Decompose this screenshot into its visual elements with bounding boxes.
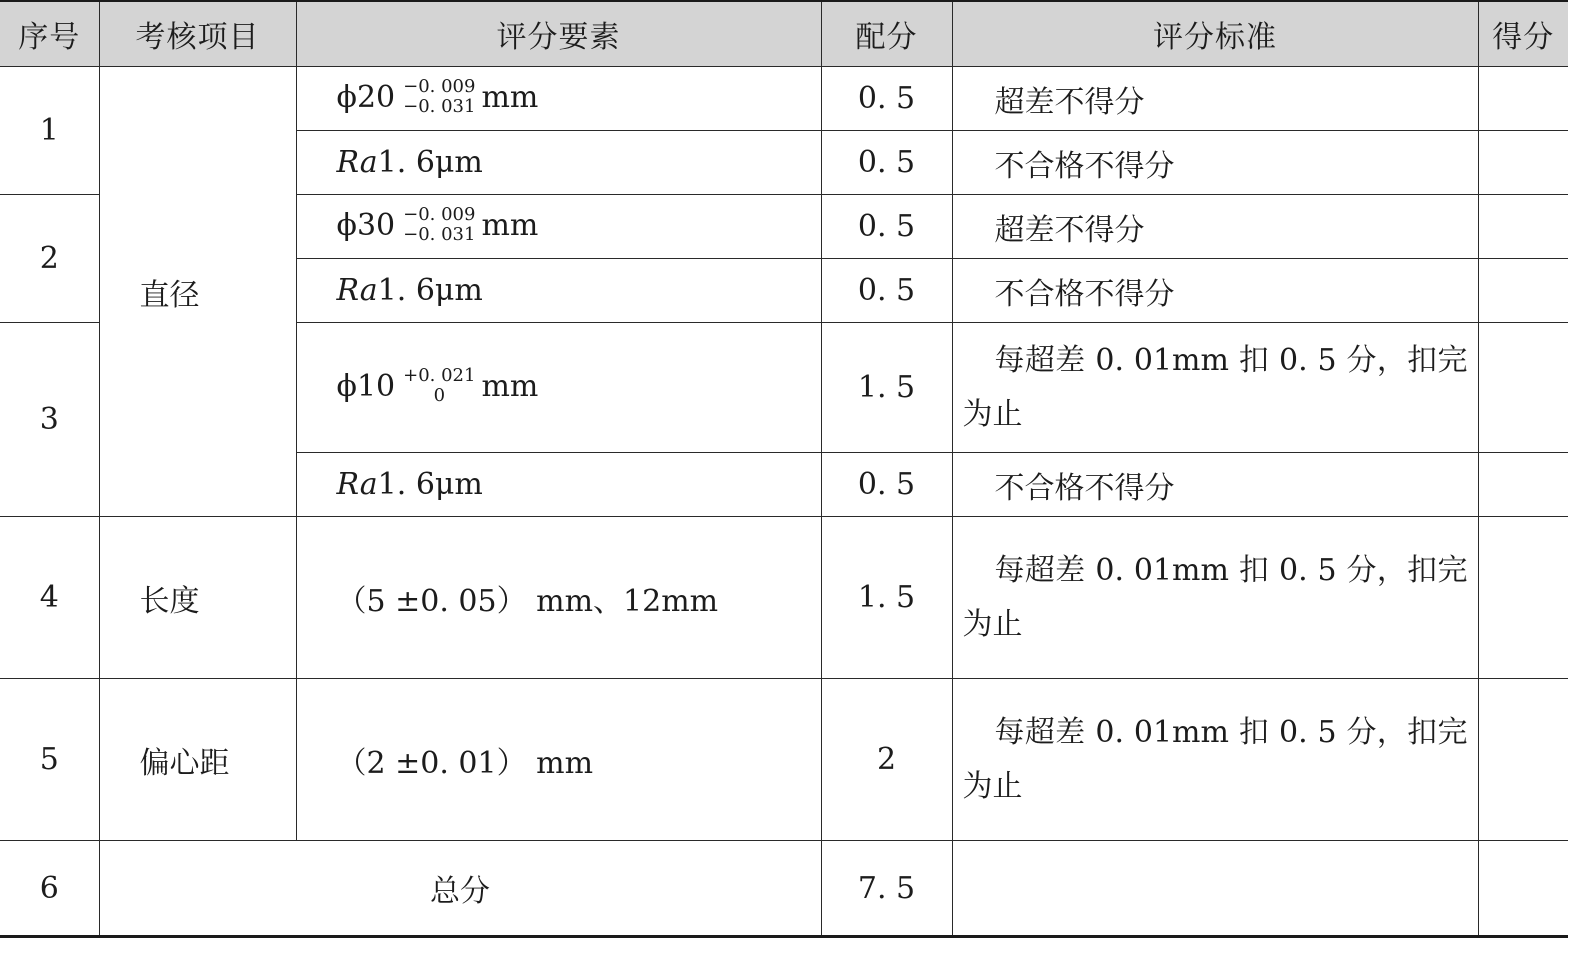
roughness-value: 1. 6μm	[377, 145, 483, 180]
roughness-symbol: Ra	[336, 273, 378, 308]
criteria-cell: 不合格不得分	[952, 259, 1478, 323]
score-cell[interactable]	[1478, 259, 1568, 323]
points-cell: 0. 5	[821, 259, 952, 323]
element-cell	[296, 131, 821, 195]
element-cell: （5 ±0. 05） mm、12mm	[296, 517, 821, 679]
criteria-cell	[952, 841, 1478, 937]
score-cell[interactable]	[1478, 517, 1568, 679]
roughness-value: 1. 6μm	[377, 273, 483, 308]
tolerance-stack	[403, 77, 475, 117]
header-no: 序号	[0, 1, 99, 67]
criteria-cell: 超差不得分	[952, 195, 1478, 259]
element-cell	[296, 195, 821, 259]
element-unit: mm	[481, 79, 539, 115]
row-number: 4	[0, 517, 99, 679]
score-cell[interactable]	[1478, 679, 1568, 841]
item-eccentricity: 偏心距	[99, 679, 296, 841]
score-cell[interactable]	[1478, 841, 1568, 937]
header-score: 得分	[1478, 1, 1568, 67]
score-cell[interactable]	[1478, 323, 1568, 453]
element-cell	[296, 67, 821, 131]
element-cell	[296, 453, 821, 517]
header-points: 配分	[821, 1, 952, 67]
total-label: 总分	[99, 841, 821, 937]
criteria-cell: 不合格不得分	[952, 131, 1478, 195]
header-item: 考核项目	[99, 1, 296, 67]
table-row	[0, 517, 1568, 679]
tolerance-stack	[403, 205, 475, 245]
row-number: 5	[0, 679, 99, 841]
points-cell: 0. 5	[821, 453, 952, 517]
criteria-cell: 每超差 0. 01mm 扣 0. 5 分，扣完为止	[952, 323, 1478, 453]
header-criteria: 评分标准	[952, 1, 1478, 67]
row-number: 3	[0, 323, 99, 517]
tolerance-upper: −0. 009	[403, 203, 476, 225]
tolerance-stack	[403, 366, 475, 406]
points-cell: 0. 5	[821, 131, 952, 195]
tolerance-upper: −0. 009	[403, 75, 476, 97]
row-number: 2	[0, 195, 99, 323]
points-cell: 0. 5	[821, 195, 952, 259]
tolerance-upper: +0. 021	[403, 364, 476, 386]
element-prefix: ϕ10	[336, 368, 396, 404]
header-row	[0, 1, 1568, 67]
score-cell[interactable]	[1478, 195, 1568, 259]
points-cell: 2	[821, 679, 952, 841]
element-unit: mm	[481, 207, 539, 243]
tolerance-lower: −0. 031	[403, 95, 476, 117]
roughness-symbol: Ra	[336, 467, 378, 502]
total-points: 7. 5	[821, 841, 952, 937]
element-prefix: ϕ30	[336, 207, 396, 243]
total-row	[0, 841, 1568, 937]
criteria-cell: 每超差 0. 01mm 扣 0. 5 分，扣完为止	[952, 517, 1478, 679]
tolerance-lower: −0. 031	[403, 223, 476, 245]
criteria-cell: 不合格不得分	[952, 453, 1478, 517]
score-cell[interactable]	[1478, 453, 1568, 517]
element-cell	[296, 323, 821, 453]
tolerance-lower: 0	[433, 384, 446, 406]
score-cell[interactable]	[1478, 67, 1568, 131]
item-diameter: 直径	[99, 67, 296, 517]
element-cell	[296, 259, 821, 323]
element-cell: （2 ±0. 01） mm	[296, 679, 821, 841]
roughness-value: 1. 6μm	[377, 467, 483, 502]
row-number: 6	[0, 841, 99, 937]
table-row	[0, 679, 1568, 841]
points-cell: 1. 5	[821, 323, 952, 453]
element-unit: mm	[481, 368, 539, 404]
row-number: 1	[0, 67, 99, 195]
score-cell[interactable]	[1478, 131, 1568, 195]
criteria-cell: 超差不得分	[952, 67, 1478, 131]
points-cell: 0. 5	[821, 67, 952, 131]
roughness-symbol: Ra	[336, 145, 378, 180]
item-length: 长度	[99, 517, 296, 679]
points-cell: 1. 5	[821, 517, 952, 679]
header-element: 评分要素	[296, 1, 821, 67]
element-prefix: ϕ20	[336, 79, 396, 115]
table-row	[0, 67, 1568, 131]
criteria-cell: 每超差 0. 01mm 扣 0. 5 分，扣完为止	[952, 679, 1478, 841]
